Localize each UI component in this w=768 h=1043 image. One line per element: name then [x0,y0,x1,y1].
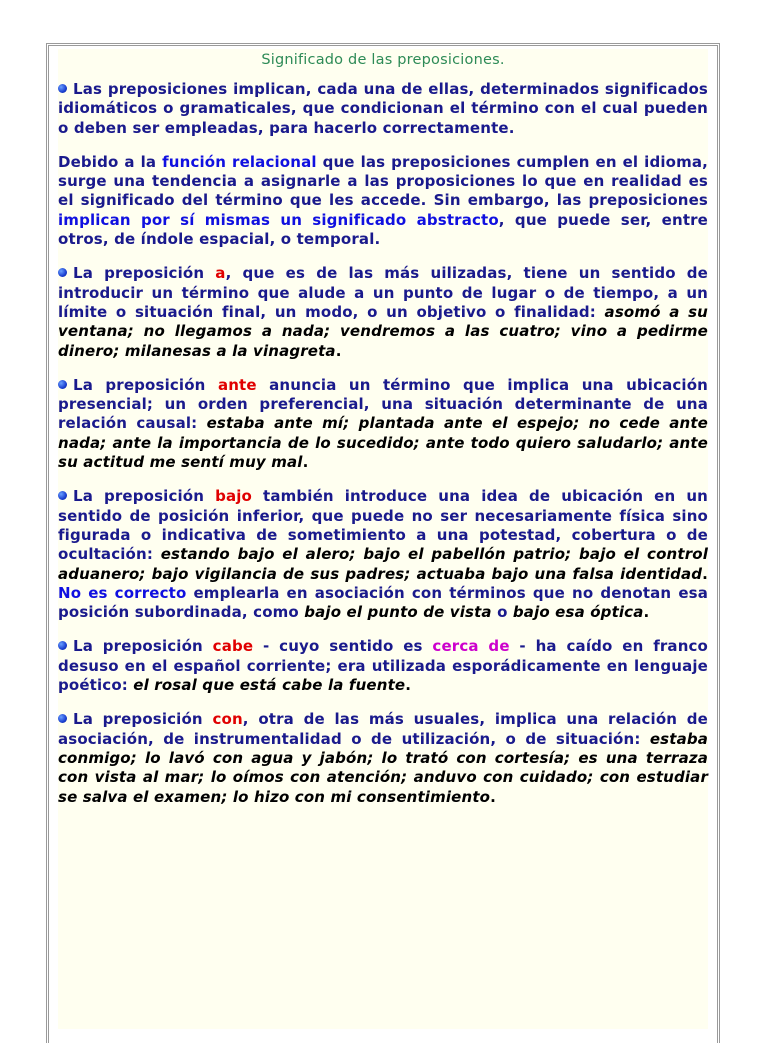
example-text: estando bajo el alero; bajo el pabellón patrio; bajo el control aduanero; bajo vigilancia de sus padres; actuaba bajo una falsa identidad [58,545,708,583]
preposition-word: con [212,710,243,729]
paragraph-text: también introduce una idea de ubicación en un sentido de posición inferior, que puede no ser necesariamente física sino figurada o indicativa de sometimiento a una potestad, cobertura o de ocultación: [58,487,708,564]
example-text: estaba conmigo; lo lavó con agua y jabón; lo trató con cortesía; es una terraza con vista al mar; lo oímos con atención; anduvo con cuidado; con estudiar se salva el examen; lo hizo con mi consentimiento [58,729,708,806]
paragraph-preposition-cabe [58,637,708,695]
punctuation: . [405,676,412,695]
example-text: asomó a su ventana; no llegamos a nada; vendremos a las cuatro; vino a pedirme dinero; milanesas a la vinagreta [58,302,708,360]
example-text: estaba ante mí; plantada ante el espejo; no cede ante nada; ante la importancia de lo sucedido; ante todo quiero saludarlo; ante su actitud me sentí muy mal [58,414,708,472]
bullet-icon [58,714,67,723]
paragraph-text: - cuyo sentido es [253,637,433,656]
paragraph-2 [58,153,708,249]
preposition-word: cabe [212,637,254,656]
paragraph-preposition-ante [58,376,708,472]
example-text: bajo esa óptica [512,603,644,622]
paragraph-preposition-a [58,264,708,360]
example-text: bajo el punto de vista [304,603,492,622]
paragraph-text: que las preposiciones cumplen en el idioma, surge una tendencia a asignarle a las proposiciones lo que en realidad es el significado del término que les accede. Sin embargo, las preposiciones [58,152,708,210]
punctuation: . [702,564,708,583]
paragraph-text: La preposición [73,487,216,506]
paragraph-text: - ha caído en franco desuso en el español corriente; era utilizada esporádicamente en lenguaje poético: [58,637,709,695]
preposition-word: a [215,264,226,283]
meaning-term: cerca de [432,637,510,656]
bullet-icon [58,84,67,93]
paragraph-preposition-bajo [58,487,708,622]
punctuation: . [490,787,496,806]
paragraph-text: , que puede ser, entre otros, de índole espacial, o temporal. [58,210,709,249]
bullet-icon [58,268,67,277]
paragraph-text: Las preposiciones implican, cada una de ellas, determinados significados idiomáticos o gramaticales, que condicionan el término con el cual pueden o deben ser empleadas, para hacerlo correctamente. [58,80,708,137]
paragraph-preposition-con [58,710,708,806]
example-text: el rosal que está cabe la fuente [133,676,406,695]
document-page [58,49,708,1029]
highlight-term: No es correcto [58,583,187,602]
paragraph-1 [58,80,708,138]
bullet-icon [58,641,67,650]
paragraph-text: , otra de las más usuales, implica una relación de asociación, de instrumentalidad o de utilización, o de situación: [58,710,709,748]
page-title: Significado de las preposiciones. [261,52,505,68]
preposition-word: bajo [215,487,252,506]
punctuation: . [335,341,342,360]
highlight-term: función relacional [162,152,317,171]
highlight-term: implican por sí mismas un significado abstracto [58,210,499,229]
preposition-word: ante [217,375,257,394]
paragraph-text: La preposición [73,375,218,394]
paragraph-text: La preposición [73,637,213,656]
paragraph-text: o [491,603,513,622]
paragraph-text: La preposición [73,710,213,729]
paragraph-text: , que es de las más uilizadas, tiene un sentido de introducir un término que alude a un punto de lugar o de tiempo, a un límite o situación final, un modo, o un objetivo o finalidad: [58,264,709,321]
bullet-icon [58,491,67,500]
punctuation: . [643,603,650,622]
paragraph-text: La preposición [73,264,216,283]
paragraph-text: emplearla en asociación con términos que no denotan esa posición subordinada, como [58,583,708,622]
bullet-icon [58,380,67,389]
paragraph-text: Debido a la [58,152,163,171]
punctuation: . [302,453,309,472]
paragraph-text: anuncia un término que implica una ubicación presencial; un orden preferencial, una situación determinante de una relación causal: [58,375,709,433]
